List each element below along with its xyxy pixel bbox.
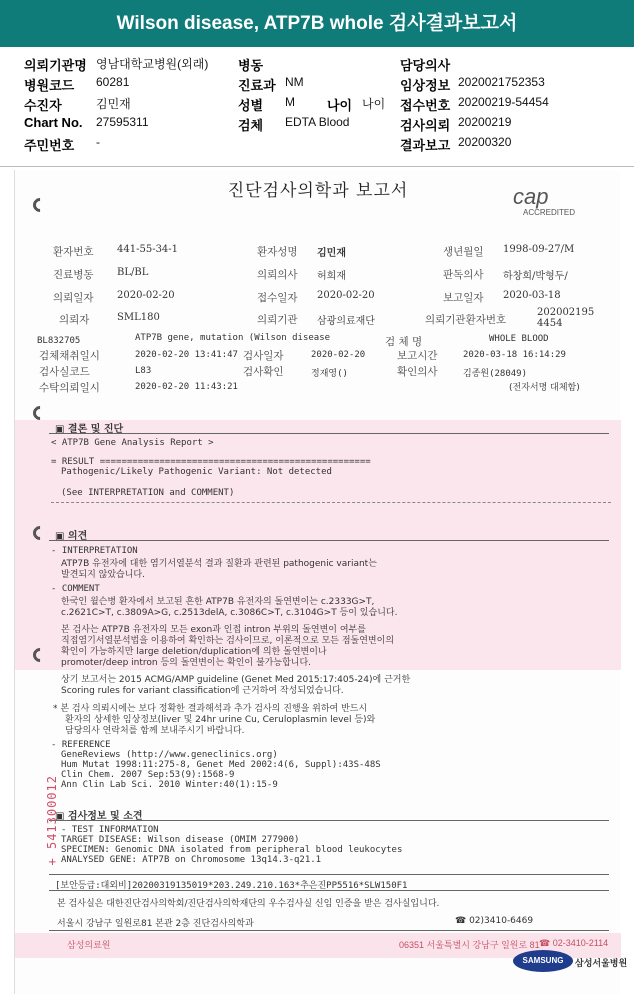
comment-heading: - COMMENT [51, 584, 100, 594]
divider [49, 540, 609, 541]
value-specimen: EDTA Blood [285, 115, 350, 129]
divider [49, 890, 609, 891]
cap-accredited-label: ACCREDITED [523, 208, 576, 217]
cap-logo [511, 182, 601, 218]
value-accession: 20200219-54454 [458, 95, 549, 109]
divider [49, 433, 609, 434]
header-row [0, 115, 634, 135]
label-org: 의뢰기관 [257, 314, 298, 326]
value-dob: 1998-09-27/M [503, 244, 575, 255]
value-report-date: 2020-03-18 [503, 290, 561, 301]
label-department: 진료과 [238, 78, 276, 93]
reference-line: Ann Clin Lab Sci. 2010 Winter:40(1):15-9 [61, 780, 278, 790]
divider [49, 874, 609, 875]
label-accession: 접수번호 [400, 98, 451, 113]
label-chart-no: Chart No. [24, 115, 83, 130]
value-exam-check: 정재영() [311, 369, 348, 379]
report-title-bar [0, 0, 634, 47]
comment-line: 확인이 가능하지만 large deletion/duplication에 의한 돌연변이나 [61, 647, 327, 657]
lab-phone: ☎ 02)3410-6469 [455, 916, 534, 926]
interp-line: 발견되지 않았습니다. [61, 570, 145, 580]
label-reader: 판독의사 [443, 269, 484, 281]
value-exam-date: 2020-02-20 [311, 350, 366, 360]
label-dob: 생년월일 [443, 246, 484, 258]
label-requester: 의뢰자 [59, 314, 90, 326]
divider [49, 930, 609, 931]
label-specimen-name: 검 체 명 [385, 336, 423, 348]
divider [49, 820, 609, 821]
comment-line: 상기 보고서는 2015 ACMG/AMP guideline (Genet Med 2015:17:405-24)에 근거한 [61, 675, 411, 685]
label-receive-date: 접수일자 [257, 292, 298, 304]
document-title: 진단검사의학과 보고서 [227, 181, 409, 201]
test-info-heading: - TEST INFORMATION [61, 825, 159, 835]
comment-line: promoter/deep intron 등의 돌연변이는 확인이 불가능합니다. [61, 658, 312, 668]
value-chart-no: 27595311 [96, 115, 149, 129]
comment-line: Scoring rules for variant classification에 근거하여 작성되었습니다. [61, 686, 344, 696]
comment-line: 직접염기서열분석법을 이용하여 확인하는 검사이므로, 이론적으로 모든 점돌연변이의 [61, 636, 395, 646]
comment-line: 본 검사는 ATP7B 유전자의 모든 exon과 인접 intron 부위의 돌연변이 여부를 [61, 625, 366, 635]
label-specimen: 검체 [238, 118, 264, 133]
value-requester: SML180 [117, 312, 160, 323]
value-reader: 하창희/박형두/ [503, 271, 568, 282]
security-line: [보안등급:대외비]20200319135019*203.249.210.163*추은진PP5516*SLW150F1 [55, 881, 408, 891]
section-conclusion: ▣ 결론 및 진단 [55, 424, 124, 435]
test-name: ATP7B gene, mutation (Wilson disease [135, 333, 331, 343]
accreditation-notice: 본 검사실은 대한진단검사의학회/진단검사의학재단의 우수검사실 신임 인증을 받은 검사실입니다. [57, 899, 440, 909]
label-patient-no: 환자번호 [53, 246, 94, 258]
label-hospital-code: 병원코드 [24, 78, 75, 93]
comment-line: 담당의사 연락처를 함께 보내주시기 바랍니다. [65, 726, 245, 736]
label-patient: 수진자 [24, 98, 62, 113]
test-info-line: SPECIMEN: Genomic DNA isolated from peripheral blood leukocytes [61, 845, 403, 855]
value-hospital-code: 60281 [96, 75, 130, 89]
value-sex: M [285, 95, 295, 109]
reference-line: Clin Chem. 2007 Sep:53(9):1568-9 [61, 770, 235, 780]
footer-phone: ☎ 02-3410-2114 [539, 938, 609, 948]
cap-logo-word: cap [513, 184, 549, 209]
interp-heading: - INTERPRETATION [51, 546, 138, 556]
label-request-date: 의뢰일자 [53, 292, 94, 304]
result-see-note: (See INTERPRETATION and COMMENT) [61, 488, 235, 498]
value-receive-date: 2020-02-20 [317, 290, 375, 301]
value-patient-name: 김민재 [317, 248, 346, 259]
report-title: Wilson disease, ATP7B whole 검사결과보고서 [116, 13, 518, 34]
label-report-time: 보고시간 [397, 350, 438, 362]
label-clinical-info: 임상정보 [400, 78, 451, 93]
value-patient-no: 441-55-34-1 [117, 244, 179, 255]
label-attending: 담당의사 [400, 58, 451, 73]
label-org-patient-no: 의뢰기관환자번호 [425, 314, 507, 326]
label-exam-check: 검사확인 [243, 366, 284, 378]
divider [51, 502, 611, 503]
header-row [0, 135, 634, 155]
reference-line: Hum Mutat 1998:11:275-8, Genet Med 2002:4(6, Suppl):43S-48S [61, 760, 381, 770]
value-receive-time: 2020-02-20 11:43:21 [135, 382, 238, 392]
value-ward2: BL/BL [117, 267, 149, 278]
value-requesting-org: 영남대학교병원(외래) [96, 57, 209, 71]
label-resident-no: 주민번호 [24, 138, 75, 153]
label-collection: 검체채취일시 [39, 350, 100, 362]
value-doctor: 허희재 [317, 271, 346, 282]
test-info-line: ANALYSED GENE: ATP7B on Chromosome 13q14.3-q21.1 [61, 855, 322, 865]
label-exam-date: 검사일자 [243, 350, 284, 362]
value-request-date: 2020-02-20 [117, 290, 175, 301]
test-code: BL832705 [37, 336, 81, 346]
samsung-logo: SAMSUNG [513, 950, 573, 972]
section-opinion: ▣ 의견 [55, 531, 88, 542]
value-org-patient-no: 2020021954454 [537, 307, 595, 329]
comment-line: 환자의 상세한 임상정보(liver 및 24hr urine Cu, Ceruloplasmin level 등)와 [65, 715, 376, 725]
value-patient: 김민재 [96, 97, 131, 111]
section-test-info: ▣ 검사정보 및 소견 [55, 811, 143, 822]
value-org: 삼광의료재단 [317, 316, 375, 327]
scanned-report [14, 170, 628, 994]
header-row [0, 95, 634, 115]
lab-address: 서울시 강남구 일원로81 본관 2층 진단검사의학과 [57, 919, 254, 929]
label-requesting-org: 의뢰기관명 [24, 58, 87, 73]
label-sex: 성별 [238, 98, 264, 113]
label-lab-code: 검사실코드 [39, 366, 90, 378]
value-report-time: 2020-03-18 16:14:29 [463, 350, 566, 360]
label-result-report: 결과보고 [400, 138, 451, 153]
label-test-request: 검사의뢰 [400, 118, 451, 133]
footer-address: 06351 서울특별시 강남구 일원로 81 [399, 940, 540, 950]
interp-line: ATP7B 유전자에 대한 염기서열분석 결과 질환과 관련된 pathogenic variant는 [61, 559, 377, 569]
label-patient-name: 환자성명 [257, 246, 298, 258]
value-lab-code: L83 [135, 366, 152, 376]
result-header: = RESULT ================================================== [51, 457, 371, 467]
label-doctor: 의뢰의사 [257, 269, 298, 281]
value-specimen-name: WHOLE BLOOD [489, 334, 549, 344]
value-confirm: 김종원(28049) [463, 369, 528, 379]
label-ward2: 진료병동 [53, 269, 94, 281]
comment-line: 한국인 윌슨병 환자에서 보고된 흔한 ATP7B 유전자의 돌연변이는 c.2333G>T, [61, 597, 375, 607]
value-resident-no: - [96, 135, 100, 149]
value-collection: 2020-02-20 13:41:47 [135, 350, 238, 360]
reference-line: GeneReviews (http://www.geneclinics.org) [61, 750, 278, 760]
header-row [0, 55, 634, 75]
vertical-barcode-number: + 541300012 [45, 775, 59, 866]
reference-heading: - REFERENCE [51, 740, 111, 750]
label-receive-time: 수탁의뢰일시 [39, 382, 100, 394]
value-test-request: 20200219 [458, 115, 512, 129]
label-report-date: 보고일자 [443, 292, 484, 304]
value-result-report: 20200320 [458, 135, 512, 149]
label-confirm: 확인의사 [397, 366, 438, 378]
e-sign-note: (전자서명 대체함) [509, 383, 580, 393]
label-ward: 병동 [238, 58, 264, 73]
header-row [0, 75, 634, 95]
test-info-line: TARGET DISEASE: Wilson disease (OMIM 277900) [61, 835, 300, 845]
value-clinical-info: 2020021752353 [458, 75, 545, 89]
comment-line: * 본 검사 의뢰시에는 보다 정확한 결과해석과 추가 검사의 진행을 위하여 반드시 [53, 704, 368, 714]
result-line: Pathogenic/Likely Pathogenic Variant: Not detected [61, 467, 332, 477]
label-age: 나이 [327, 98, 353, 113]
comment-line: c.2621C>T, c.3809A>G, c.2513delA, c.3086C>T, c.3104G>T 등이 있습니다. [61, 608, 398, 618]
footer-group: 삼성의료원 [67, 940, 111, 950]
footer-hospital-name: 삼성서울병원 [575, 958, 628, 968]
analysis-report-title: < ATP7B Gene Analysis Report > [51, 438, 214, 448]
patient-header [0, 47, 634, 167]
value-age: 나이 [362, 97, 386, 111]
value-department: NM [285, 75, 304, 89]
